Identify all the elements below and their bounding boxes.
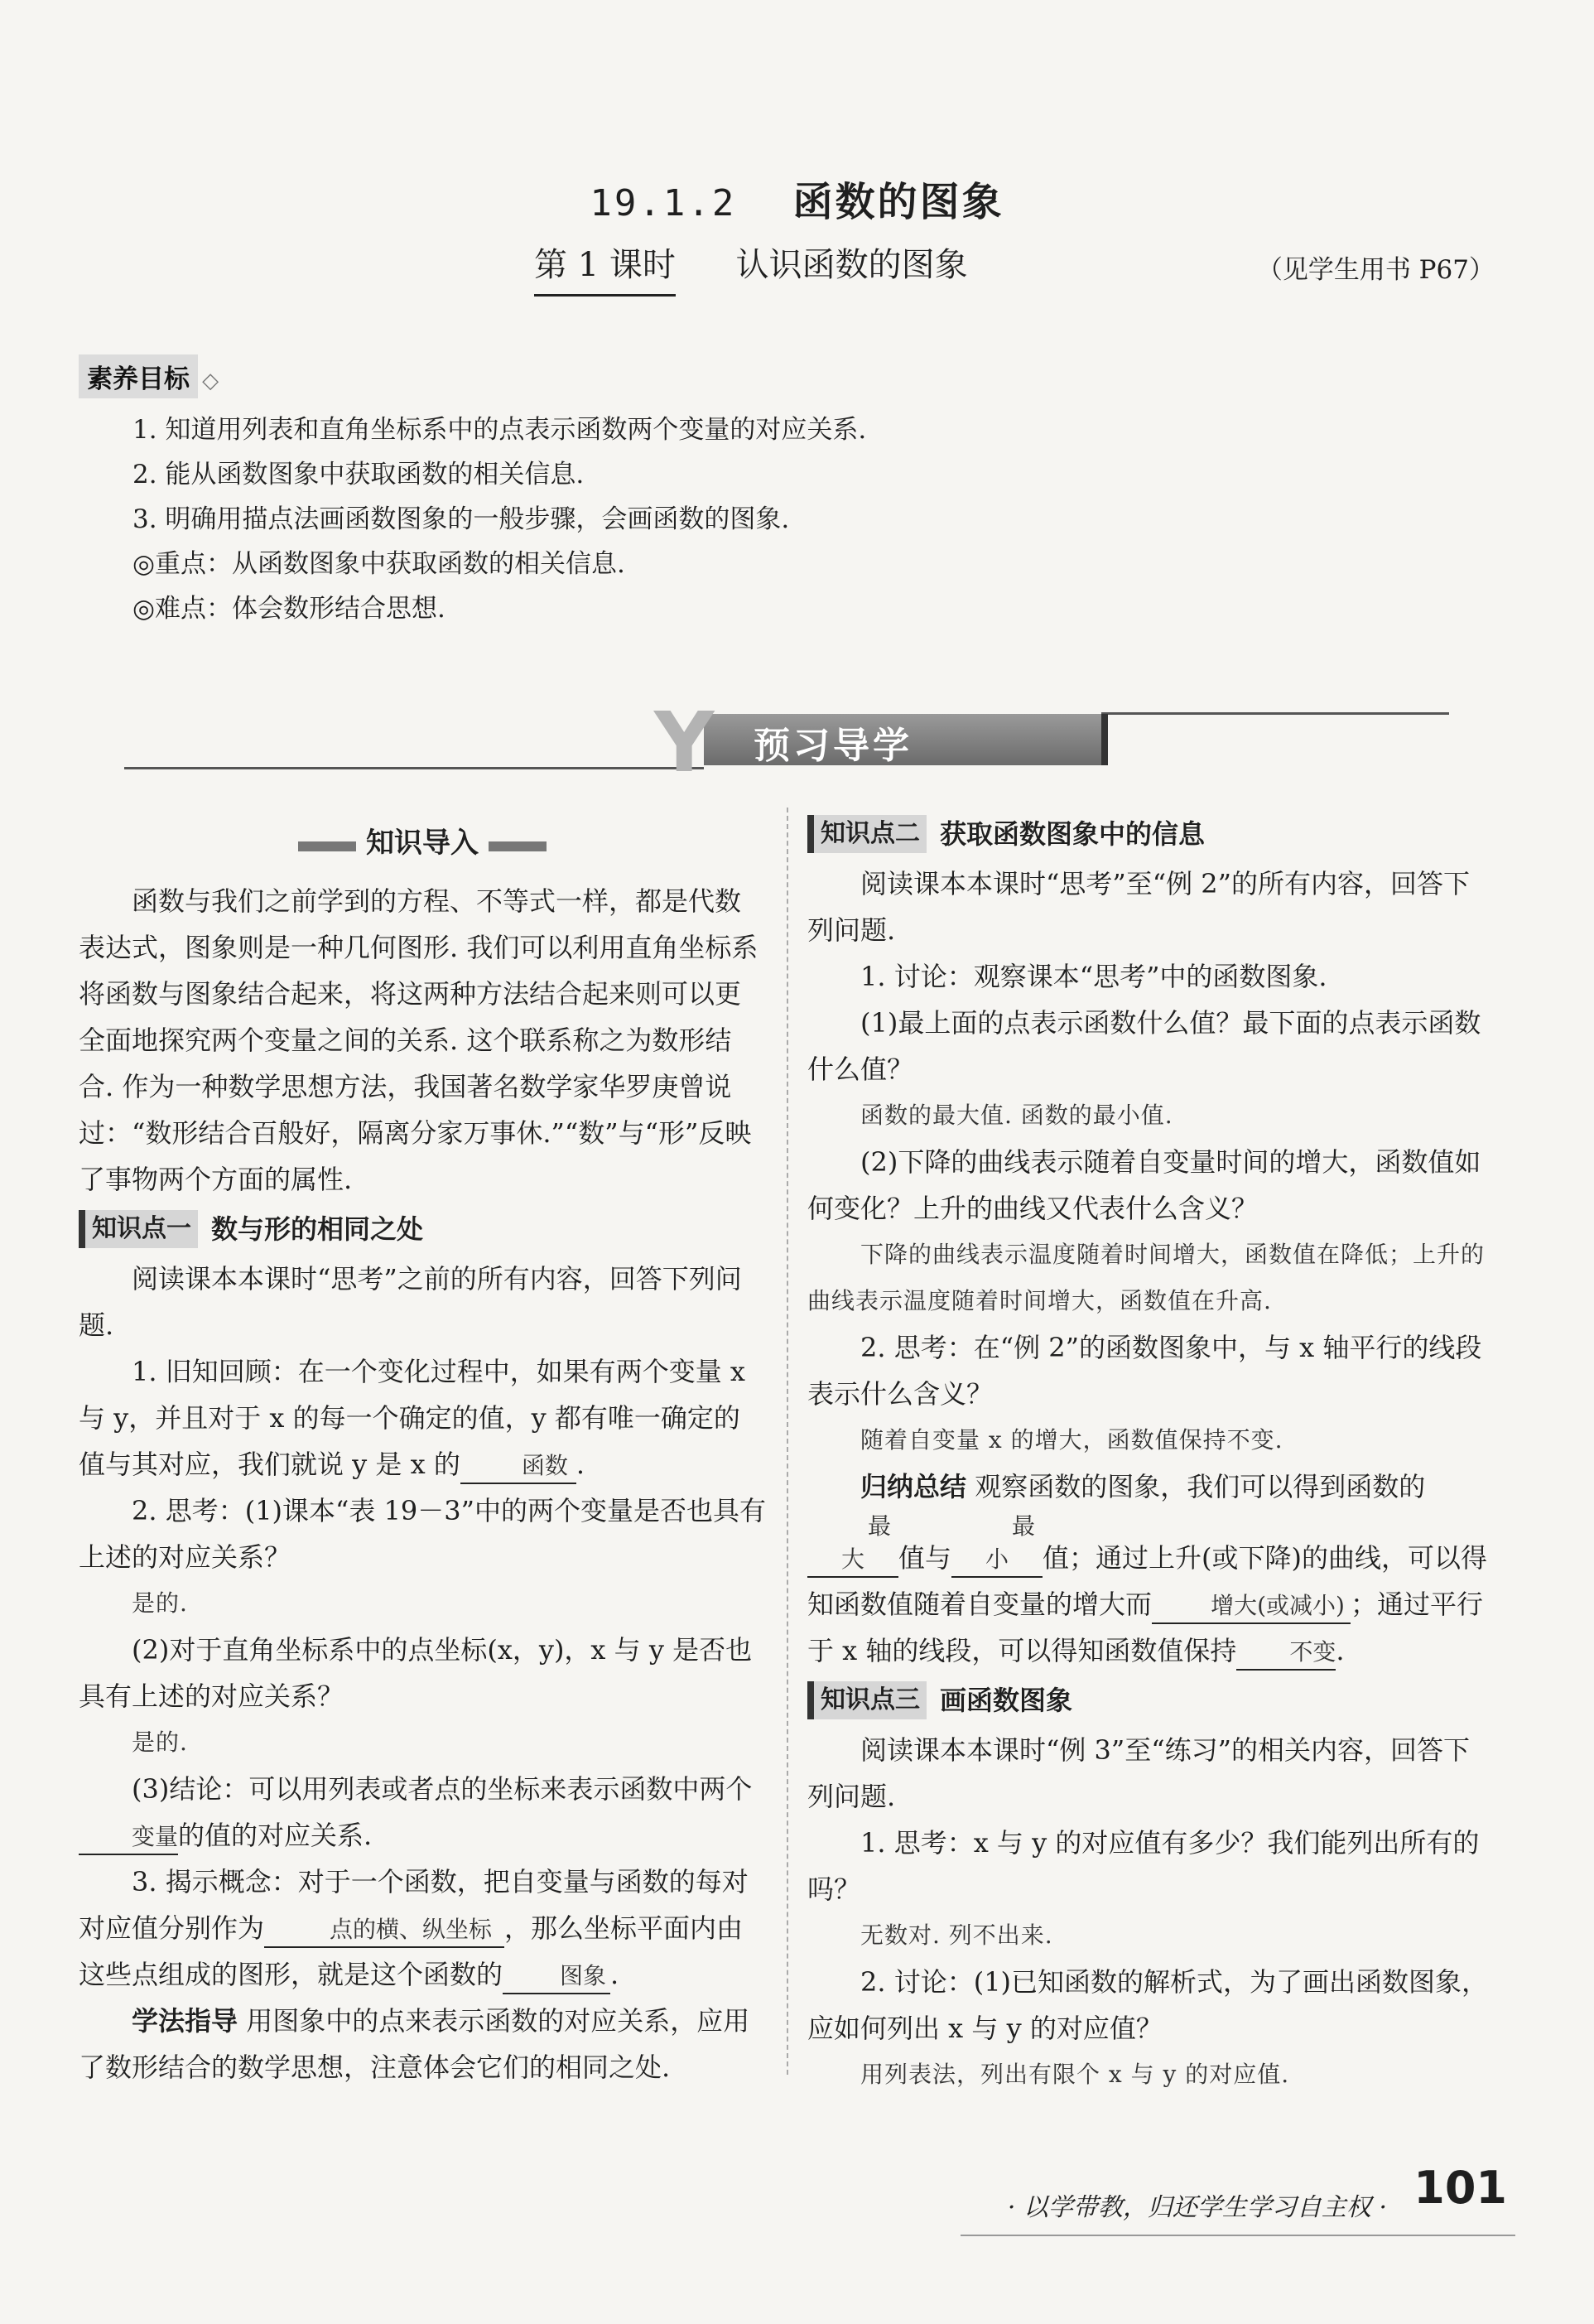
footer-line bbox=[961, 2235, 1515, 2236]
answer-blank: 变量 bbox=[79, 1820, 178, 1855]
kp2-q1b: (2)下降的曲线表示随着自变量时间的增大，函数值如何变化？上升的曲线又代表什么含义？ bbox=[807, 1146, 1481, 1224]
column-divider bbox=[787, 808, 788, 2075]
kp2-q2: 2. 思考：在“例 2”的函数图象中，与 x 轴平行的线段表示什么含义？ bbox=[807, 1332, 1482, 1410]
kp3-header bbox=[807, 1677, 1495, 1724]
kp3-a2: 用列表法，列出有限个 x 与 y 的对应值. bbox=[860, 2061, 1290, 2088]
kp1-lead: 阅读课本本课时“思考”之前的所有内容，回答下列问题. bbox=[79, 1263, 742, 1341]
banner-line-right bbox=[1101, 712, 1449, 715]
kp1-header bbox=[79, 1206, 766, 1252]
answer-blank: 最小 bbox=[951, 1510, 1043, 1578]
kp1-q2c: (3)结论：可以用列表或者点的坐标来表示函数中两个变量的值的对应关系. bbox=[79, 1766, 766, 1859]
banner-letter: Y bbox=[654, 694, 715, 791]
kp3-lead: 阅读课本本课时“例 3”至“练习”的相关内容，回答下列问题. bbox=[807, 1734, 1470, 1812]
kp1-tag: 知识点一 bbox=[79, 1210, 198, 1248]
kp2-a2: 随着自变量 x 的增大，函数值保持不变. bbox=[860, 1426, 1283, 1454]
kp3-title: 画函数图象 bbox=[940, 1685, 1073, 1716]
kp3-q2: 2. 讨论：(1)已知函数的解析式，为了画出函数图象，应如何列出 x 与 y 的对应值？ bbox=[807, 1966, 1489, 2044]
summary-label: 归纳总结 bbox=[860, 1471, 967, 1502]
banner-text: 预习导学 bbox=[754, 725, 913, 767]
kp1-q3: 3. 揭示概念：对于一个函数，把自变量与函数的每对对应值分别作为 点的横、纵坐标 ，那么坐标平面内由这些点组成的图形，就是这个函数的 图象 . bbox=[79, 1859, 766, 1998]
answer-blank: 图象 bbox=[503, 1960, 610, 1994]
kp1-q1: 1. 旧知回顾：在一个变化过程中，如果有两个变量 x 与 y，并且对于 x 的每一个确定的值，y 都有唯一确定的值与其对应，我们就说 y 是 x 的 函数 . bbox=[79, 1348, 766, 1487]
answer-blank: 函数 bbox=[460, 1449, 576, 1484]
goal-item: ◎重点：从函数图象中获取函数的相关信息. bbox=[132, 549, 625, 579]
footer-motto: · 以学带教，归还学生学习自主权 · bbox=[1007, 2193, 1387, 2222]
lesson-title: 认识函数的图象 bbox=[735, 246, 968, 284]
answer-blank: 点的横、纵坐标 bbox=[264, 1913, 504, 1948]
answer-blank: 最大 bbox=[807, 1510, 898, 1578]
goal-item: ◎难点：体会数形结合思想. bbox=[132, 594, 445, 624]
goal-item: 2. 能从函数图象中获取函数的相关信息. bbox=[132, 460, 585, 489]
lesson-heading bbox=[534, 239, 968, 297]
kp3-q1: 1. 思考：x 与 y 的对应值有多少？我们能列出所有的吗？ bbox=[807, 1827, 1480, 1905]
kp2-tag: 知识点二 bbox=[807, 815, 927, 853]
kp3-a1: 无数对. 列不出来. bbox=[860, 1921, 1053, 1949]
reference-note: （见学生用书 P67） bbox=[1256, 255, 1495, 285]
right-column bbox=[807, 808, 1495, 2098]
kp2-q1: 1. 讨论：观察课本“思考”中的函数图象. bbox=[860, 961, 1327, 992]
kp2-lead: 阅读课本本课时“思考”至“例 2”的所有内容，回答下列问题. bbox=[807, 868, 1470, 946]
kp1-a2b: 是的. bbox=[132, 1729, 188, 1756]
answer-blank: 增大(或减小) bbox=[1152, 1589, 1351, 1624]
section-name: 函数的图象 bbox=[792, 179, 1004, 225]
section-number: 19.1.2 bbox=[590, 182, 737, 224]
left-column bbox=[79, 820, 766, 2090]
kp2-summary: 归纳总结 观察函数的图象，我们可以得到函数的最大 值与最小 值；通过上升(或下降)的曲线，可以得知函数值随着自变量的增大而 增大(或减小) ；通过平行于 x 轴的线段，可以得知函数值保持 不变. bbox=[807, 1463, 1495, 1674]
kp1-q2b: (2)对于直角坐标系中的点坐标(x，y)，x 与 y 是否也具有上述的对应关系？ bbox=[79, 1634, 753, 1712]
kp1-a2: 是的. bbox=[132, 1589, 188, 1617]
goals-badge: 素养目标 ◇ bbox=[79, 354, 219, 398]
goal-item: 3. 明确用描点法画函数图象的一般步骤，会画函数的图象. bbox=[132, 504, 790, 534]
lesson-number: 第 1 课时 bbox=[534, 239, 676, 297]
kp2-a1b: 下降的曲线表示温度随着时间增大，函数值在降低；上升的曲线表示温度随着时间增大，函数值在升高. bbox=[807, 1241, 1486, 1314]
banner-line-left bbox=[124, 767, 704, 769]
kp2-q1a: (1)最上面的点表示函数什么值？最下面的点表示函数什么值？ bbox=[807, 1007, 1481, 1085]
goals-list bbox=[132, 407, 866, 631]
kp2-a1a: 函数的最大值. 函数的最小值. bbox=[860, 1102, 1173, 1129]
kp1-tip: 学法指导 用图象中的点来表示函数的对应关系，应用了数形结合的数学思想，注意体会它们的相同之处. bbox=[79, 2005, 750, 2083]
intro-heading: 知识导入 bbox=[79, 820, 766, 866]
kp1-q2: 2. 思考：(1)课本“表 19－3”中的两个变量是否也具有上述的对应关系？ bbox=[79, 1495, 767, 1573]
kp2-title: 获取函数图象中的信息 bbox=[940, 818, 1206, 850]
page-number: 101 bbox=[1413, 2162, 1507, 2214]
kp1-title: 数与形的相同之处 bbox=[211, 1213, 424, 1245]
diamond-icon: ◇ bbox=[202, 369, 219, 393]
kp2-header bbox=[807, 811, 1495, 857]
goal-item: 1. 知道用列表和直角坐标系中的点表示函数两个变量的对应关系. bbox=[132, 415, 867, 445]
section-title bbox=[0, 170, 1594, 227]
intro-paragraph: 函数与我们之前学到的方程、不等式一样，都是代数表达式，图象则是一种几何图形. 我们可以利用直角坐标系将函数与图象结合起来，将这两种方法结合起来则可以更全面地探究两个变量之间的关系. 这个联系称之为数形结合. 作为一种数学思想方法，我国著名数学家华罗庚曾说过：“数形结合百般好，隔离分家万事休.”“数”与“形”反映了事物两个方面的属性. bbox=[79, 885, 758, 1195]
preview-banner bbox=[124, 694, 1449, 791]
answer-blank: 不变 bbox=[1236, 1636, 1336, 1671]
tip-label: 学法指导 bbox=[132, 2005, 238, 2037]
kp3-tag: 知识点三 bbox=[807, 1681, 927, 1719]
